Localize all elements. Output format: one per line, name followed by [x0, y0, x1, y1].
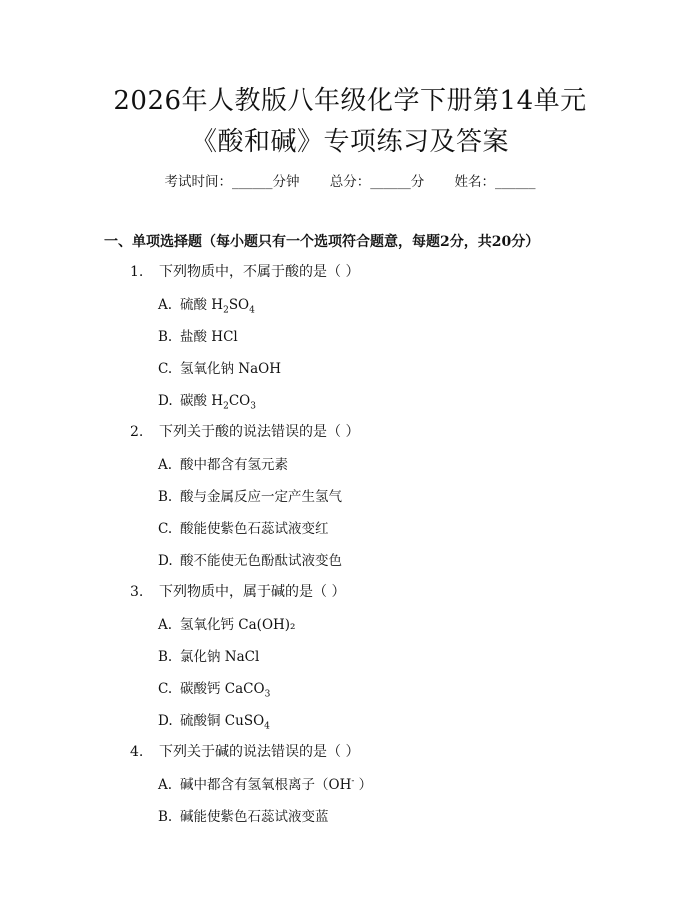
q3-option-d: D. 硫酸铜 CuSO$_4$: [158, 713, 270, 732]
title-line-2: 《酸和碱》专项练习及答案: [190, 127, 509, 157]
q1-option-c: C. 氢氧化钠 NaOH: [158, 361, 281, 377]
q3-option-c: C. 碳酸钙 CaCO$_3$: [158, 681, 271, 700]
exam-time: 考试时间：______分钟: [164, 174, 300, 190]
student-name: 姓名：______: [454, 174, 536, 190]
question-3: 3. 下列物质中，属于碱的是（ ）: [130, 584, 346, 600]
name-blank: ______: [495, 174, 536, 190]
score-blank: ______: [370, 174, 411, 190]
question-1: 1. 下列物质中，不属于酸的是（ ）: [130, 264, 360, 280]
q3-option-b: B. 氯化钠 NaCl: [158, 649, 260, 665]
q4-option-a: A. 碱中都含有氢氧根离子（OH- ）: [158, 776, 373, 793]
q2-option-a: A. 酸中都含有氢元素: [158, 457, 288, 473]
q1-option-d: D. 碳酸 $H_2CO_3$: [158, 393, 256, 412]
q3-option-a: A. 氢氧化钙 Ca(OH)₂: [158, 617, 296, 633]
q1-option-b: B. 盐酸 HCl: [158, 329, 238, 345]
q2-option-b: B. 酸与金属反应一定产生氢气: [158, 489, 342, 505]
title-line-1: 2026年人教版八年级化学下册第14单元: [113, 86, 587, 116]
total-score: 总分：______分: [329, 174, 425, 190]
q1-option-a: A. 硫酸 $H_2SO_4$: [158, 297, 255, 316]
q2-option-c: C. 酸能使紫色石蕊试液变红: [158, 521, 329, 537]
section-heading: 一、单项选择题（每小题只有一个选项符合题意，每题2分，共20分）: [104, 234, 540, 250]
question-4: 4. 下列关于碱的说法错误的是（ ）: [130, 744, 360, 760]
time-blank: ______: [231, 174, 273, 190]
q4-option-b: B. 碱能使紫色石蕊试液变蓝: [158, 809, 329, 825]
question-2: 2. 下列关于酸的说法错误的是（ ）: [130, 424, 360, 440]
exam-meta: [0, 170, 700, 190]
q2-option-d: D. 酸不能使无色酚酞试液变色: [158, 553, 342, 569]
